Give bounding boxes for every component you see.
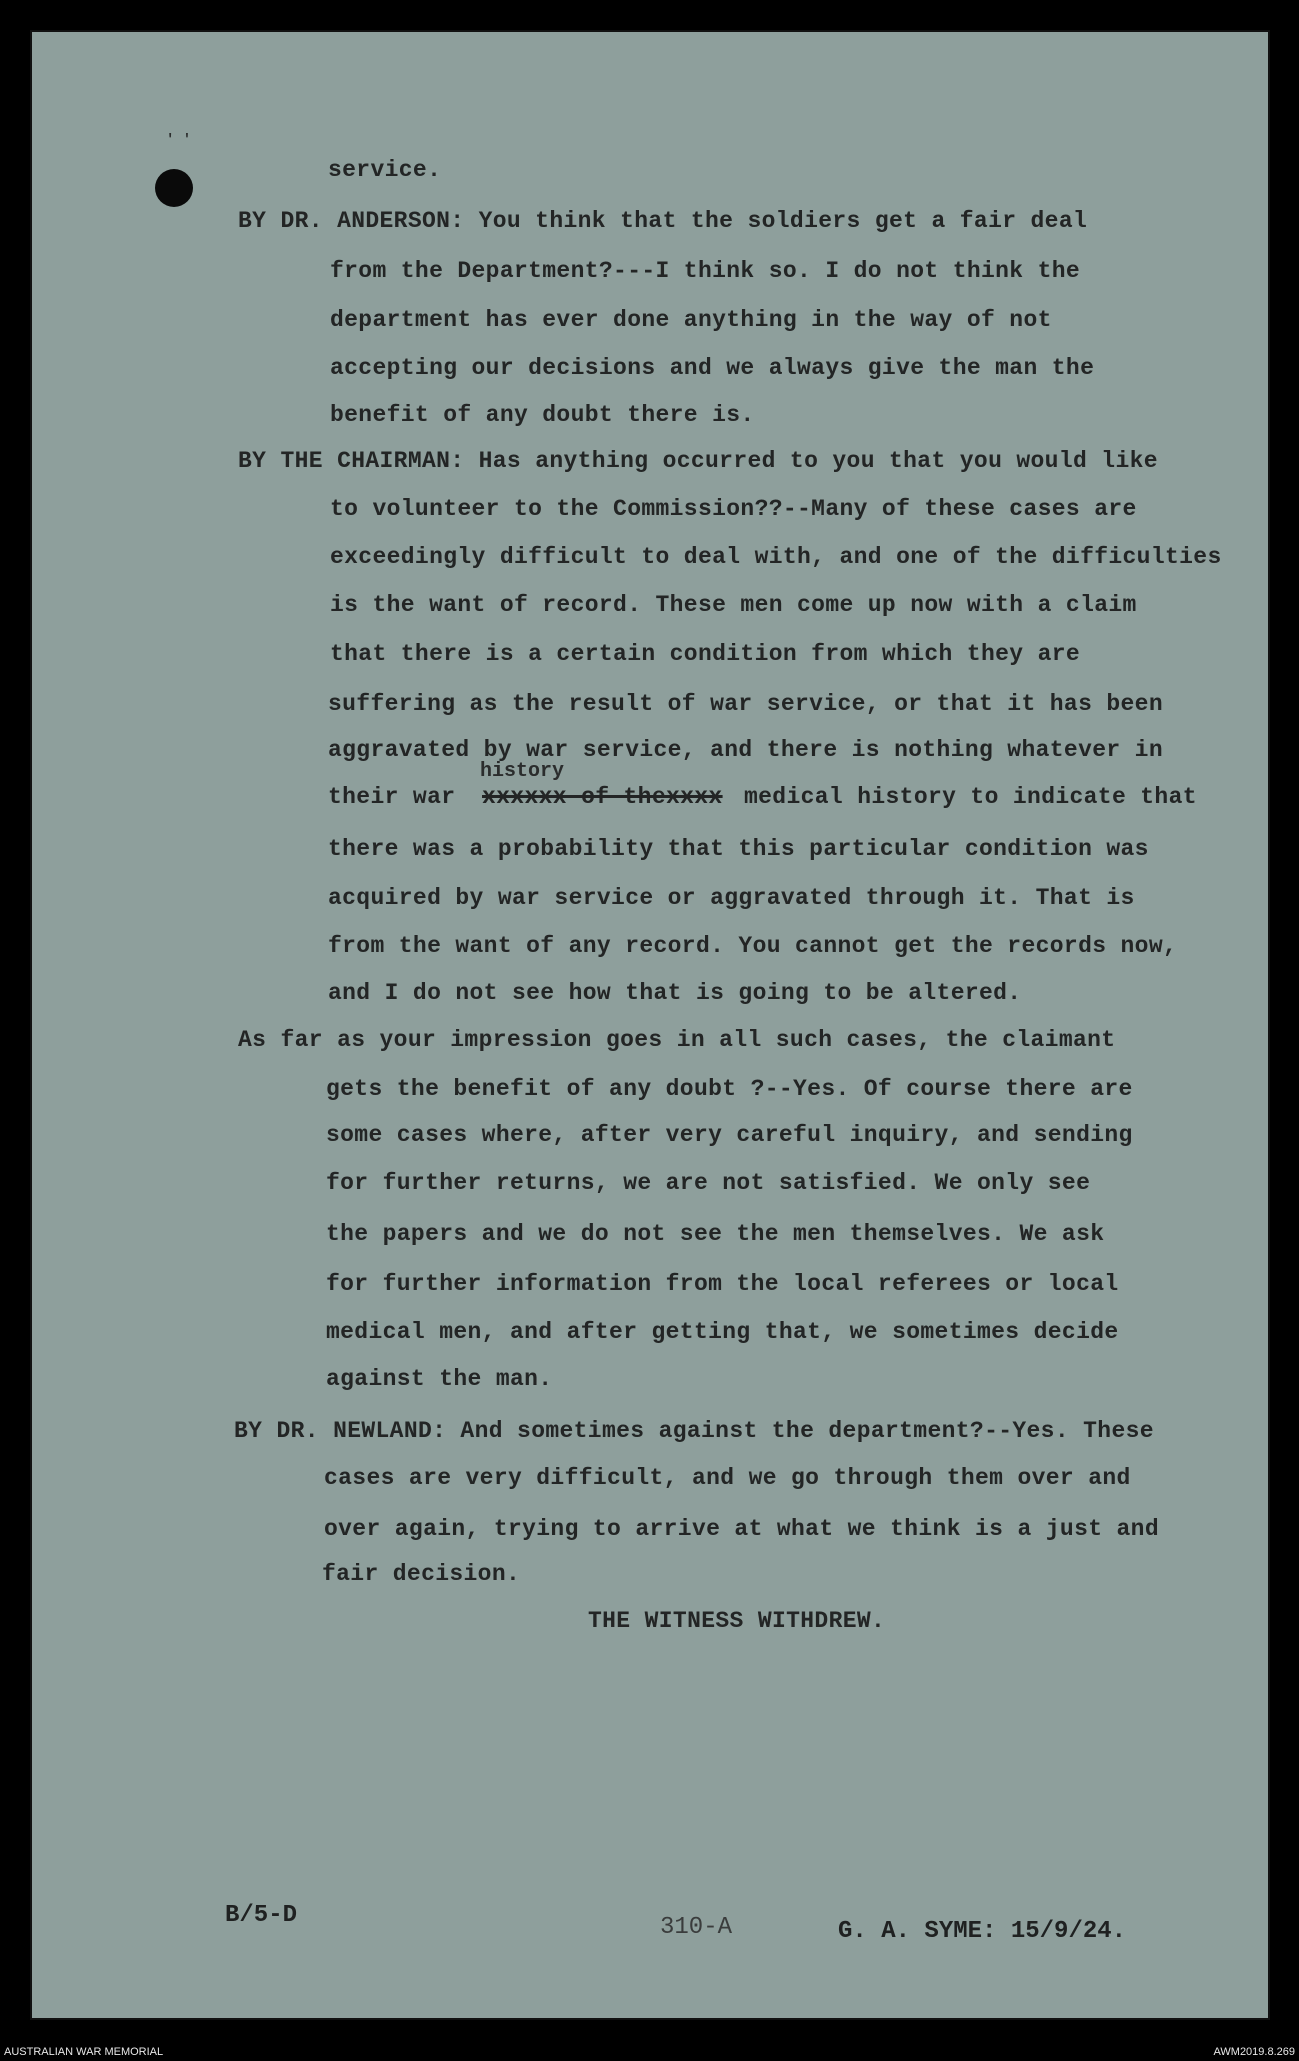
text-line-1: service. [328,157,442,183]
text-line-14-prefix: their war [328,784,456,810]
text-line-6: benefit of any doubt there is. [330,402,755,428]
text-line-14: medical history to indicate that [744,784,1197,810]
text-line-19: As far as your impression goes in all such cases, the claimant [238,1027,1116,1053]
text-line-29: over again, trying to arrive at what we think is a just and [324,1516,1159,1542]
text-line-26: against the man. [326,1366,553,1392]
text-line-8: to volunteer to the Commission??--Many of these cases are [330,496,1137,522]
punch-hole [155,169,193,207]
text-line-24: for further information from the local referees or local [326,1271,1119,1297]
text-line-23: the papers and we do not see the men themselves. We ask [326,1221,1105,1247]
text-line-21: some cases where, after very careful inquiry, and sending [326,1122,1133,1148]
text-line-7: BY THE CHAIRMAN: Has anything occurred to you that you would like [238,448,1158,474]
archive-caption: AUSTRALIAN WAR MEMORIAL [4,2046,164,2058]
text-line-27: BY DR. NEWLAND: And sometimes against the department?--Yes. These [234,1418,1154,1444]
footer-left: B/5-D [225,1902,298,1929]
text-line-10: is the want of record. These men come up now with a claim [330,592,1137,618]
text-line-20: gets the benefit of any doubt ?--Yes. Of course there are [326,1076,1133,1102]
text-line-18: and I do not see how that is going to be altered. [328,980,1022,1006]
text-line-30: fair decision. [322,1561,521,1587]
text-line-11: that there is a certain condition from which they are [330,641,1081,667]
text-line-13: aggravated by war service, and there is nothing whatever in [328,737,1163,763]
text-line-25: medical men, and after getting that, we sometimes decide [326,1319,1119,1345]
text-line-5: accepting our decisions and we always give the man the [330,355,1095,381]
text-line-2: BY DR. ANDERSON: You think that the soldiers get a fair deal [238,208,1088,234]
inserted-word: history [480,760,565,783]
text-line-9: exceedingly difficult to deal with, and one of the difficulties [330,544,1222,570]
text-line-12: suffering as the result of war service, or that it has been [328,691,1163,717]
text-line-22: for further returns, we are not satisfied. We only see [326,1170,1091,1196]
text-line-28: cases are very difficult, and we go through them over and [324,1465,1131,1491]
struck-text: xxxxxx of thexxxx [482,784,723,810]
witness-withdrew: THE WITNESS WITHDREW. [588,1608,886,1634]
text-line-4: department has ever done anything in the way of not [330,307,1052,333]
text-line-17: from the want of any record. You cannot get the records now, [328,933,1178,959]
text-line-3: from the Department?---I think so. I do not think the [330,258,1081,284]
margin-marks: ' ' [166,132,192,148]
text-line-15: there was a probability that this particular condition was [328,836,1149,862]
archive-reference: AWM2019.8.269 [1213,2046,1295,2058]
footer-center: 310-A [660,1914,733,1941]
text-line-16: acquired by war service or aggravated through it. That is [328,885,1135,911]
footer-right: G. A. SYME: 15/9/24. [838,1918,1127,1945]
